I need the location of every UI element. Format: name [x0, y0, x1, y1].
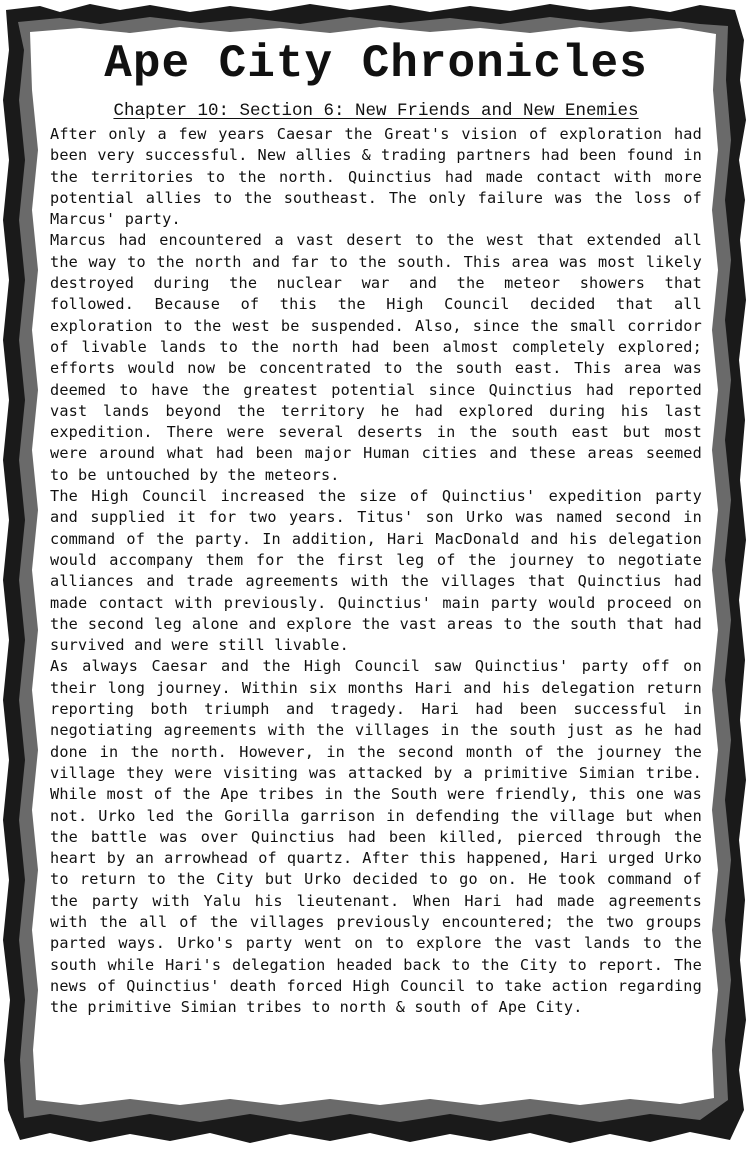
paragraph-3: The High Council increased the size of Quinctius' expedition party and supplied it for two years. Titus' son Urko was named second in command of the party. In addition, Hari MacDonald and his delegation would accompany them for the first leg of the journey to negotiate alliances and trade agreements with the villages that Quinctius had made contact with previously. Quinctius' main party would proceed on the second leg alone and explore the vast areas to the south that had survived and were still livable. [50, 487, 702, 655]
chronicle-content [50, 36, 702, 1018]
document-title: Ape City Chronicles [104, 38, 648, 90]
paragraph-4: As always Caesar and the High Council saw Quinctius' party off on their long journey. Within six months Hari and his delegation return reporting both triumph and tragedy. Hari had been successful in negotiating agreements with the villages in the south just as he had done in the north. However, in the second month of the journey the village they were visiting was attacked by a primitive Simian tribe. While most of the Ape tribes in the South were friendly, this one was not. Urko led the Gorilla garrison in defending the village but when the battle was over Quinctius had been killed, pierced through the heart by an arrowhead of quartz. After this happened, Hari urged Urko to return to the City but Urko decided to go on. He took command of the party with Yalu his lieutenant. When Hari had made agreements with the all of the villages previously encountered; the two groups parted ways. Urko's party went on to explore the vast lands to the south while Hari's delegation headed back to the City to report. The news of Quinctius' death forced High Council to take action regarding the primitive Simian tribes to north & south of Ape City. [50, 657, 702, 1017]
paragraph-2: Marcus had encountered a vast desert to the west that extended all the way to the north and far to the south. This area was most likely destroyed during the nuclear war and the meteor showers that followed. Because of this the High Council decided that all exploration to the west be suspended. Also, since the small corridor of livable lands to the north had been almost completely explored; efforts would now be concentrated to the south east. This area was deemed to have the greatest potential since Quinctius had reported vast lands beyond the territory he had explored during his last expedition. There were several deserts in the south east but most were around what had been major Human cities and these areas seemed to be untouched by the meteors. [50, 231, 702, 484]
paragraph-1: After only a few years Caesar the Great's vision of exploration had been very successful. New allies & trading partners had been found in the territories to the north. Quinctius had made contact with more potential allies to the southeast. The only failure was the loss of Marcus' party. [50, 125, 702, 229]
chapter-heading: Chapter 10: Section 6: New Friends and New Enemies [113, 101, 639, 121]
